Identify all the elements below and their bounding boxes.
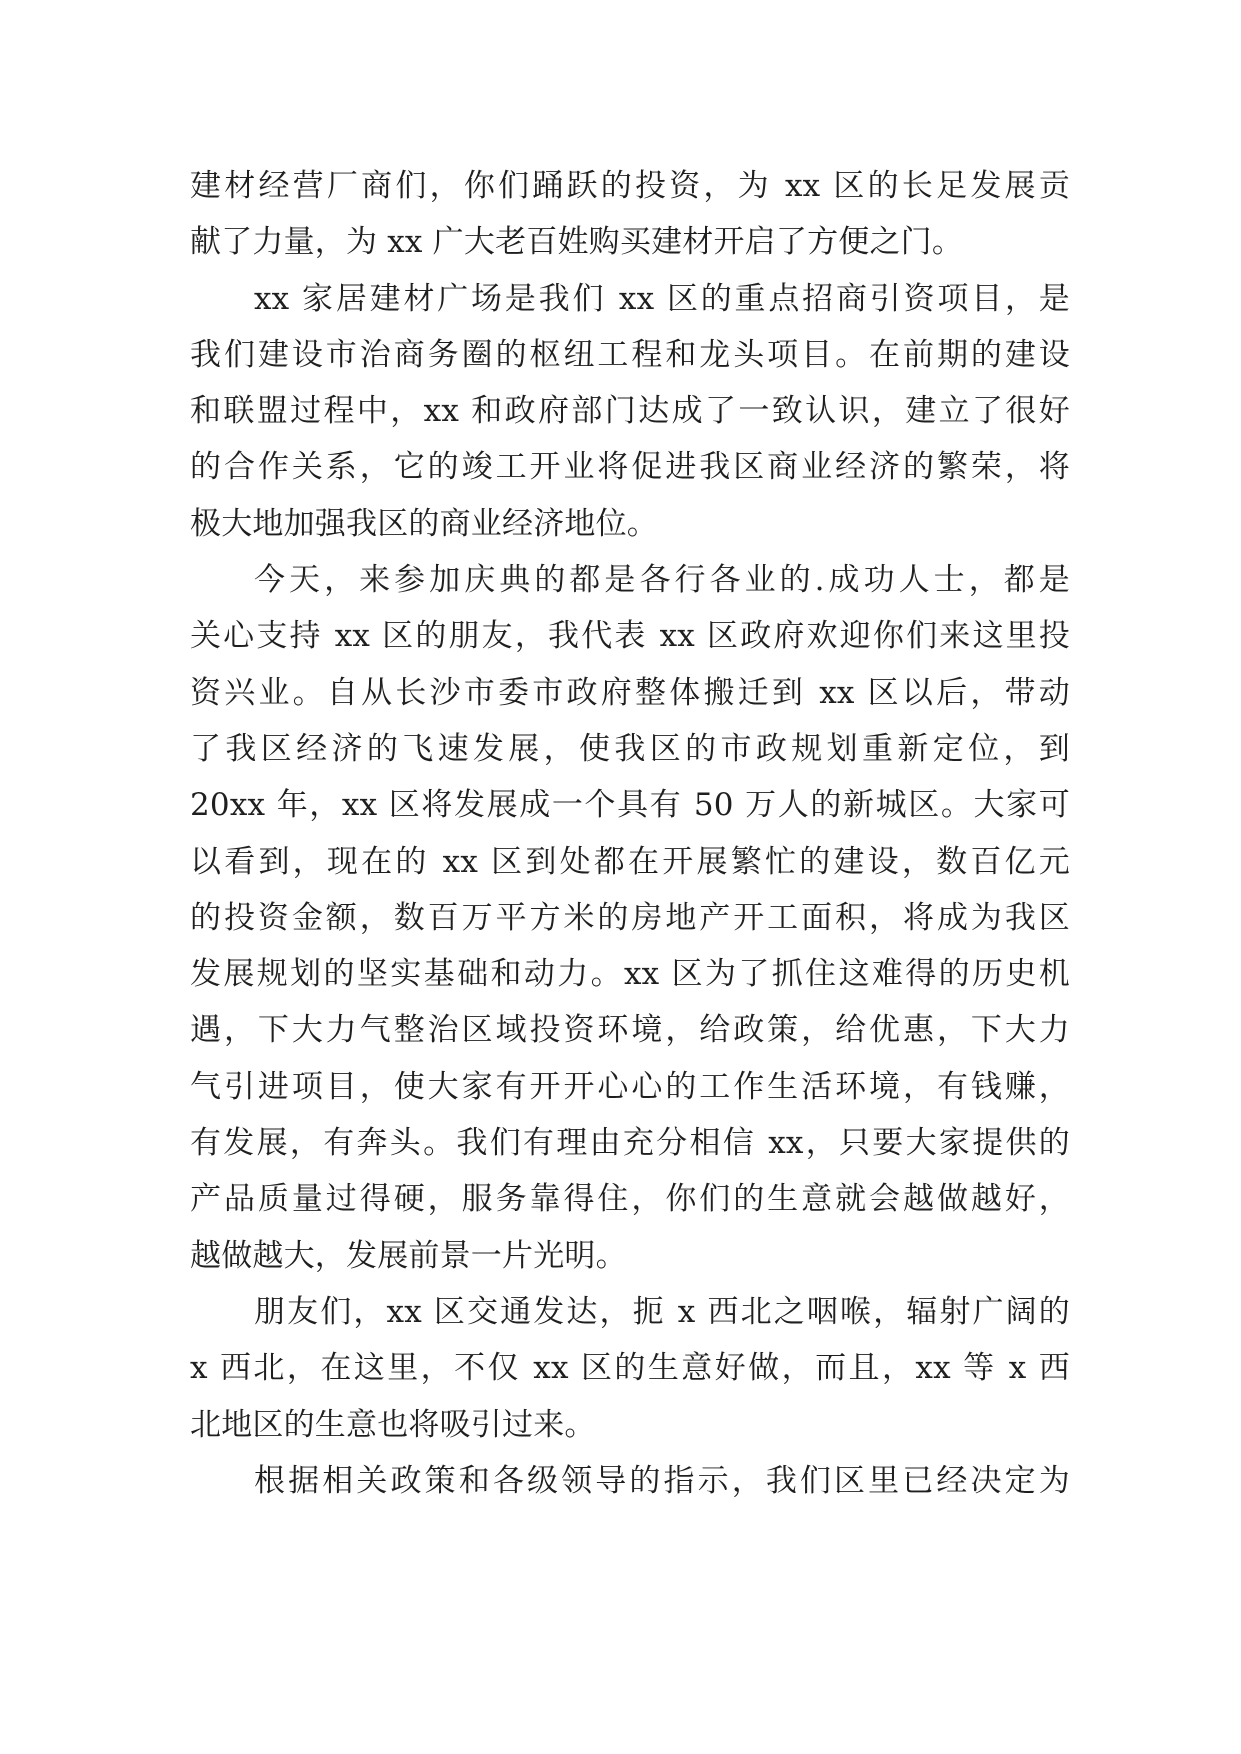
paragraph [190, 158, 1070, 271]
text-line: 气引进项目，使大家有开开心心的工作生活环境，有钱赚， [190, 1068, 1070, 1105]
text-line: 今天，来参加庆典的都是各行各业的.成功人士，都是 [254, 562, 1070, 599]
paragraph [190, 271, 1070, 552]
text-line: 产品质量过得硬，服务靠得住，你们的生意就会越做越好， [190, 1181, 1070, 1218]
text-line: 了我区经济的飞速发展，使我区的市政规划重新定位，到 [190, 730, 1070, 767]
paragraph [190, 1284, 1070, 1453]
text-line: 的投资金额，数百万平方米的房地产开工面积，将成为我区 [190, 899, 1070, 936]
text-line: 和联盟过程中，xx 和政府部门达成了一致认识，建立了很好 [190, 393, 1070, 430]
text-line: 朋友们，xx 区交通发达，扼 x 西北之咽喉，辐射广阔的 [254, 1293, 1070, 1330]
paragraph [190, 1453, 1070, 1509]
text-line: 越做越大，发展前景一片光明。 [190, 1237, 627, 1274]
text-line: 关心支持 xx 区的朋友，我代表 xx 区政府欢迎你们来这里投 [190, 618, 1070, 655]
paragraph [190, 552, 1070, 1284]
text-line: 资兴业。自从长沙市委市政府整体搬迁到 xx 区以后，带动 [190, 674, 1070, 711]
text-line: 献了力量，为 xx 广大老百姓购买建材开启了方便之门。 [190, 224, 964, 261]
document-body [190, 158, 1070, 1509]
text-line: 根据相关政策和各级领导的指示，我们区里已经决定为 [254, 1462, 1070, 1499]
text-line: xx 家居建材广场是我们 xx 区的重点招商引资项目，是 [254, 280, 1070, 317]
text-line: 发展规划的坚实基础和动力。xx 区为了抓住这难得的历史机 [190, 956, 1070, 993]
text-line: 我们建设市治商务圈的枢纽工程和龙头项目。在前期的建设 [190, 336, 1070, 373]
text-line: 20xx 年，xx 区将发展成一个具有 50 万人的新城区。大家可 [190, 787, 1070, 824]
text-line: 遇，下大力气整治区域投资环境，给政策，给优惠，下大力 [190, 1012, 1070, 1049]
text-line: x 西北，在这里，不仅 xx 区的生意好做，而且，xx 等 x 西 [190, 1350, 1070, 1387]
text-line: 有发展，有奔头。我们有理由充分相信 xx，只要大家提供的 [190, 1125, 1070, 1162]
text-line: 北地区的生意也将吸引过来。 [190, 1406, 596, 1443]
text-line: 极大地加强我区的商业经济地位。 [190, 505, 658, 542]
text-line: 的合作关系，它的竣工开业将促进我区商业经济的繁荣，将 [190, 449, 1070, 486]
text-line: 建材经营厂商们，你们踊跃的投资，为 xx 区的长足发展贡 [190, 168, 1070, 204]
text-line: 以看到，现在的 xx 区到处都在开展繁忙的建设，数百亿元 [190, 843, 1070, 880]
